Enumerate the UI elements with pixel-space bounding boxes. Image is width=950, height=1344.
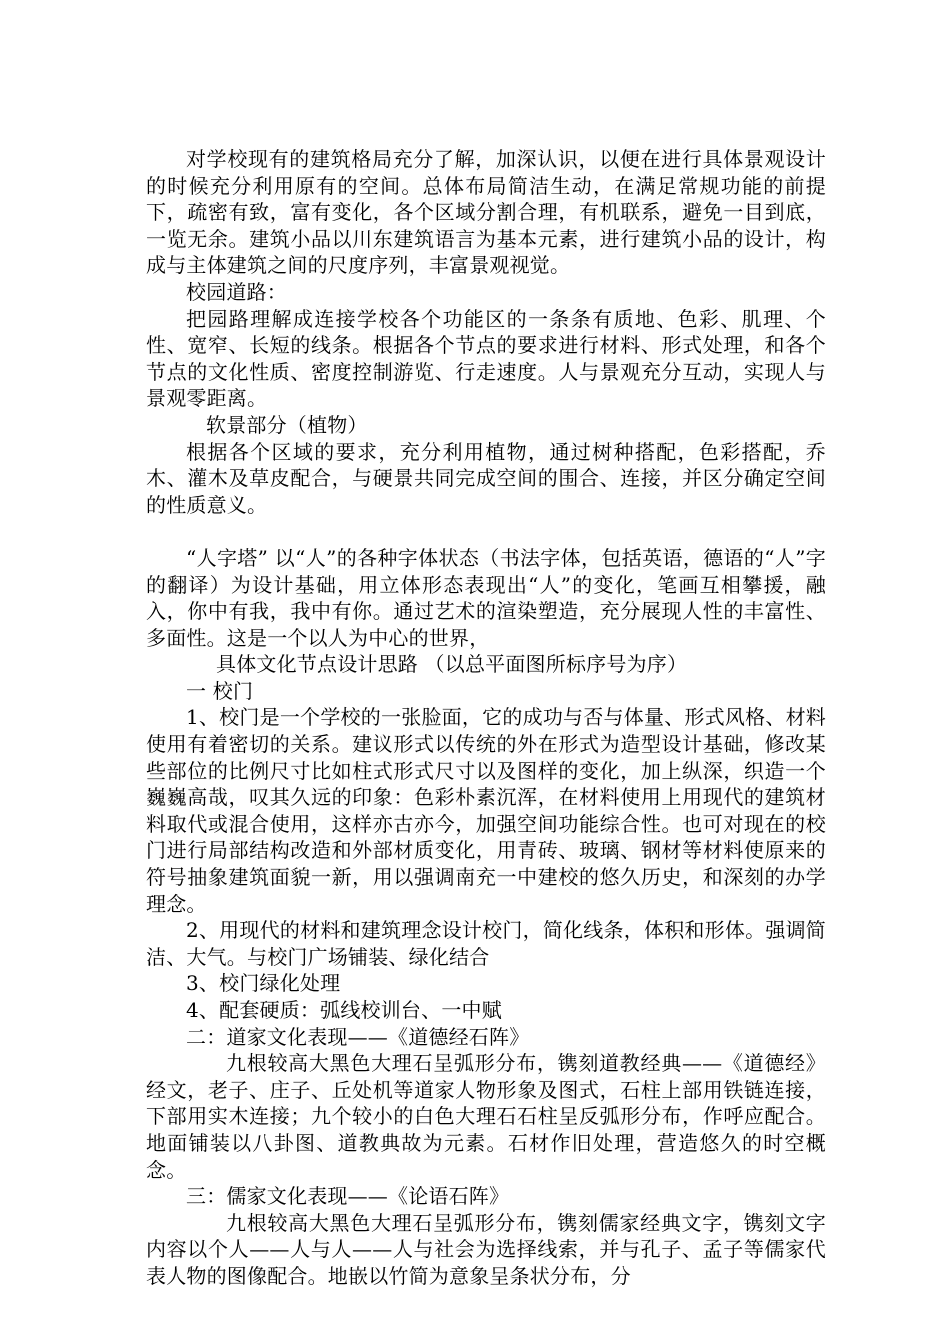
paragraph-gate-item-4: 4、配套硬质：弧线校训台、一中赋 — [186, 998, 502, 1022]
blank-line — [146, 518, 826, 545]
paragraph-gate-item-3: 3、校门绿化处理 — [186, 971, 341, 996]
paragraph-human-tower: “人字塔” 以“人”的各种字体状态（书法字体，包括英语，德语的“人”字的翻译）为设计基础，用立体形态表现出“人”的变化，笔画互相攀援，融入，你中有我，我中有你。通过艺术的渲染塑造，充分展现人性的丰富性、多面性。这是一个以人为中心的世界， — [146, 545, 826, 650]
heading-confucian-culture: 三：儒家文化表现——《论语石阵》 — [186, 1184, 510, 1209]
heading-taoist-culture: 二：道家文化表现——《道德经石阵》 — [186, 1024, 530, 1049]
heading-school-gate: 一 校门 — [186, 678, 254, 703]
paragraph-softscape: 根据各个区域的要求，充分利用植物，通过树种搭配，色彩搭配，乔木、灌木及草皮配合，与硬景共同完成空间的围合、连接，并区分确定空间的性质意义。 — [146, 439, 826, 517]
heading-campus-roads: 校园道路： — [186, 279, 287, 304]
heading-cultural-nodes: 具体文化节点设计思路 （以总平面图所标序号为序） — [216, 652, 688, 677]
paragraph-campus-roads: 把园路理解成连接学校各个功能区的一条条有质地、色彩、肌理、个性、宽窄、长短的线条。根据各个节点的要求进行材料、形式处理，和各个节点的文化性质、密度控制游览、行走速度。人与景观充分互动，实现人与景观零距离。 — [146, 306, 826, 411]
paragraph-layout-intro: 对学校现有的建筑格局充分了解，加深认识，以便在进行具体景观设计的时候充分利用原有的空间。总体布局简洁生动，在满足常规功能的前提下，疏密有致，富有变化，各个区域分割合理，有机联系，避免一目到底，一览无余。建筑小品以川东建筑语言为基本元素，进行建筑小品的设计，构成与主体建筑之间的尺度序列，丰富景观视觉。 — [146, 147, 826, 278]
paragraph-gate-item-2: 2、用现代的材料和建筑理念设计校门，简化线条，体积和形体。强调简洁、大气。与校门广场铺装、绿化结合 — [146, 918, 826, 969]
paragraph-gate-item-1: 1、校门是一个学校的一张脸面，它的成功与否与体量、形式风格、材料使用有着密切的关系。建议形式以传统的外在形式为造型设计基础，修改某些部位的比例尺寸比如柱式形式尺寸以及图样的变化，加上纵深，织造一个巍巍高哉，叹其久远的印象：色彩朴素沉浑，在材料使用上用现代的建筑材料取代或混合使用，这样亦古亦今，加强空间功能综合性。也可对现在的校门进行局部结构改造和外部材质变化，用青砖、玻璃、钢材等材料使原来的符号抽象建筑面貌一新，用以强调南充一中建校的悠久历史，和深刻的办学理念。 — [146, 705, 826, 916]
heading-softscape: 软景部分（植物） — [206, 412, 368, 437]
document-body — [146, 146, 826, 1290]
paragraph-taoist-culture: 九根较高大黑色大理石呈弧形分布，镌刻道教经典——《道德经》经文，老子、庄子、丘处机等道家人物形象及图式，石柱上部用铁链连接，下部用实木连接；九个较小的白色大理石石柱呈反弧形分布，作呼应配合。地面铺装以八卦图、道教典故为元素。石材作旧处理，营造悠久的时空概念。 — [146, 1051, 826, 1182]
paragraph-confucian-culture: 九根较高大黑色大理石呈弧形分布，镌刻儒家经典文字，镌刻文字内容以个人——人与人——人与社会为选择线索，并与孔子、孟子等儒家代表人物的图像配合。地嵌以竹简为意象呈条状分布，分 — [146, 1210, 826, 1288]
